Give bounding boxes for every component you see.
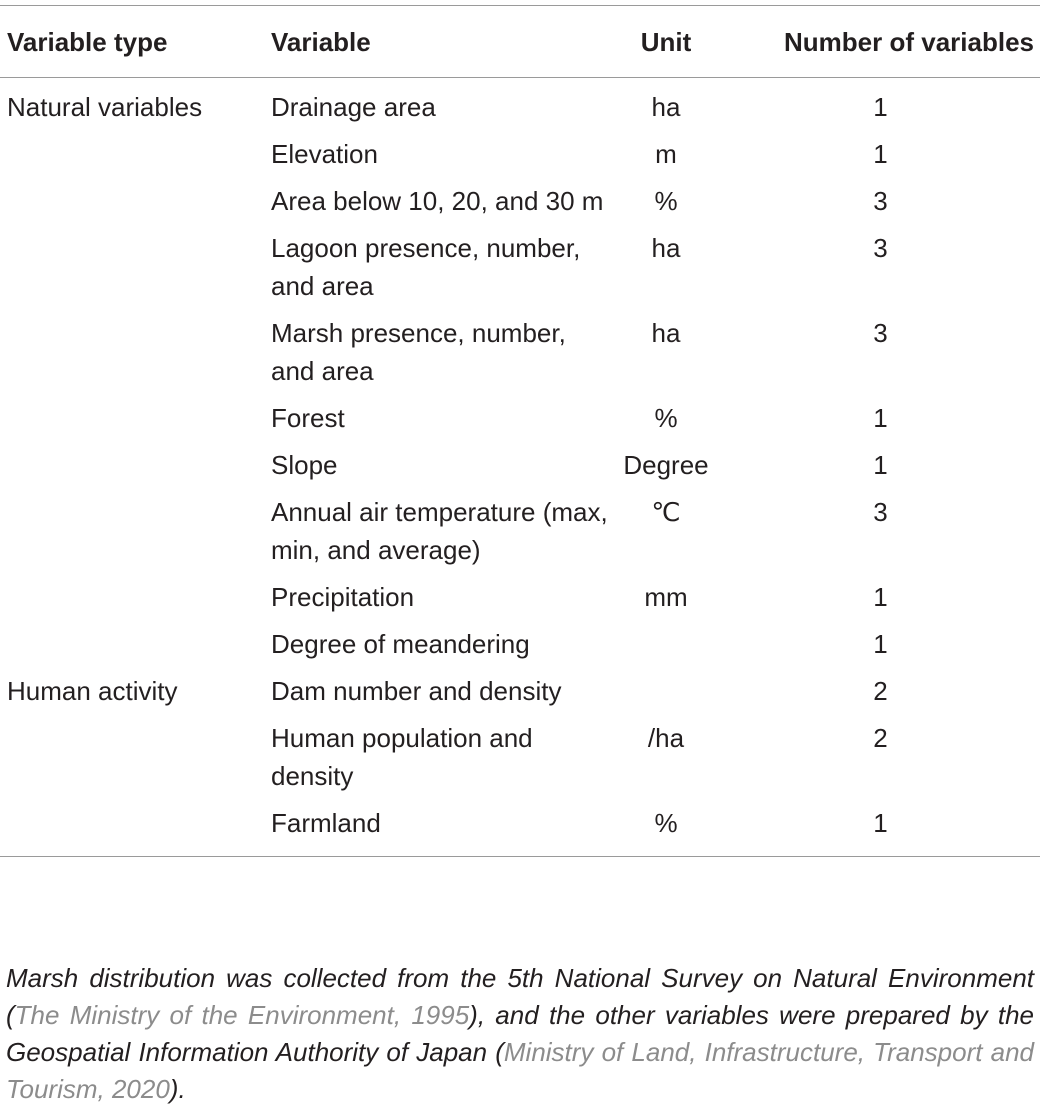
table-header-row (0, 6, 1040, 78)
cell-variable-type (0, 719, 271, 804)
cell-count: 3 (873, 233, 888, 263)
cell-variable-type (0, 804, 271, 857)
header-unit: Unit (640, 26, 692, 57)
table-row (0, 135, 1040, 182)
cell-unit: mm (644, 582, 688, 612)
cell-variable-type (0, 578, 271, 625)
table-row (0, 229, 1040, 314)
cell-variable: Area below 10, 20, and 30 m (271, 186, 604, 216)
cell-count: 1 (873, 450, 888, 480)
cell-count: 3 (873, 186, 888, 216)
table-row (0, 719, 1040, 804)
cell-count: 2 (873, 676, 888, 706)
cell-count: 2 (873, 723, 888, 753)
cell-variable-type (0, 229, 271, 314)
cell-variable: Human population and density (271, 723, 533, 791)
cell-variable: Elevation (271, 139, 378, 169)
cell-count: 1 (873, 582, 888, 612)
citation-link-ministry-of-environment[interactable]: The Ministry of the Environment, 1995 (14, 1000, 470, 1030)
cell-variable: Degree of meandering (271, 629, 530, 659)
cell-variable: Marsh presence, number, and area (271, 318, 566, 386)
cell-unit: ha (651, 92, 681, 122)
cell-unit: % (654, 403, 678, 433)
cell-variable-type (0, 446, 271, 493)
cell-unit: /ha (647, 723, 685, 753)
cell-variable: Forest (271, 403, 345, 433)
cell-variable-type: Natural variables (7, 92, 203, 122)
cell-variable-type: Human activity (7, 676, 178, 706)
cell-unit: m (655, 139, 677, 169)
cell-unit: % (654, 186, 678, 216)
cell-unit (611, 672, 721, 719)
cell-count: 1 (873, 808, 888, 838)
table-footnote (6, 960, 1034, 1108)
cell-unit: ℃ (651, 497, 681, 527)
cell-count: 3 (873, 318, 888, 348)
cell-count: 1 (873, 403, 888, 433)
citation-link-ministry-of-land[interactable]: Ministry of Land, Infrastructure, Transport and Tourism, 2020 (6, 1037, 1034, 1104)
cell-variable-type (0, 625, 271, 672)
cell-variable: Farmland (271, 808, 381, 838)
table-row (0, 314, 1040, 399)
cell-variable: Precipitation (271, 582, 415, 612)
cell-variable: Lagoon presence, number, and area (271, 233, 581, 301)
cell-unit: ha (651, 233, 681, 263)
cell-variable-type (0, 399, 271, 446)
table-row (0, 446, 1040, 493)
table-row (0, 578, 1040, 625)
footnote-text-3: ). (169, 1074, 186, 1104)
cell-variable-type (0, 135, 271, 182)
cell-count: 1 (873, 629, 888, 659)
table-row (0, 399, 1040, 446)
cell-count: 1 (873, 139, 888, 169)
footnote-text-2: ), and the other variables were prepared by the Geospatial Information Authority of Japan ( (6, 1000, 1034, 1067)
cell-unit: % (654, 808, 678, 838)
variables-table (0, 5, 1040, 857)
cell-variable: Annual air temperature (max, min, and average) (271, 497, 608, 565)
table-row (0, 182, 1040, 229)
cell-unit: ha (651, 318, 681, 348)
cell-variable-type (0, 182, 271, 229)
table-row (0, 625, 1040, 672)
header-number-of-variables: Number of variables (784, 26, 1034, 57)
cell-variable-type (0, 314, 271, 399)
table-row (0, 493, 1040, 578)
table-row (0, 78, 1040, 136)
header-variable: Variable (271, 26, 371, 57)
cell-variable: Dam number and density (271, 676, 562, 706)
cell-unit: Degree (623, 450, 709, 480)
table-row (0, 804, 1040, 857)
cell-variable: Drainage area (271, 92, 436, 122)
header-variable-type: Variable type (7, 26, 168, 57)
cell-variable: Slope (271, 450, 338, 480)
cell-variable-type (0, 493, 271, 578)
cell-unit (611, 625, 721, 672)
footnote-text-1: Marsh distribution was collected from the 5th National Survey on Natural Environment ( (6, 963, 1034, 1030)
table-row (0, 672, 1040, 719)
cell-count: 3 (873, 497, 888, 527)
cell-count: 1 (873, 92, 888, 122)
